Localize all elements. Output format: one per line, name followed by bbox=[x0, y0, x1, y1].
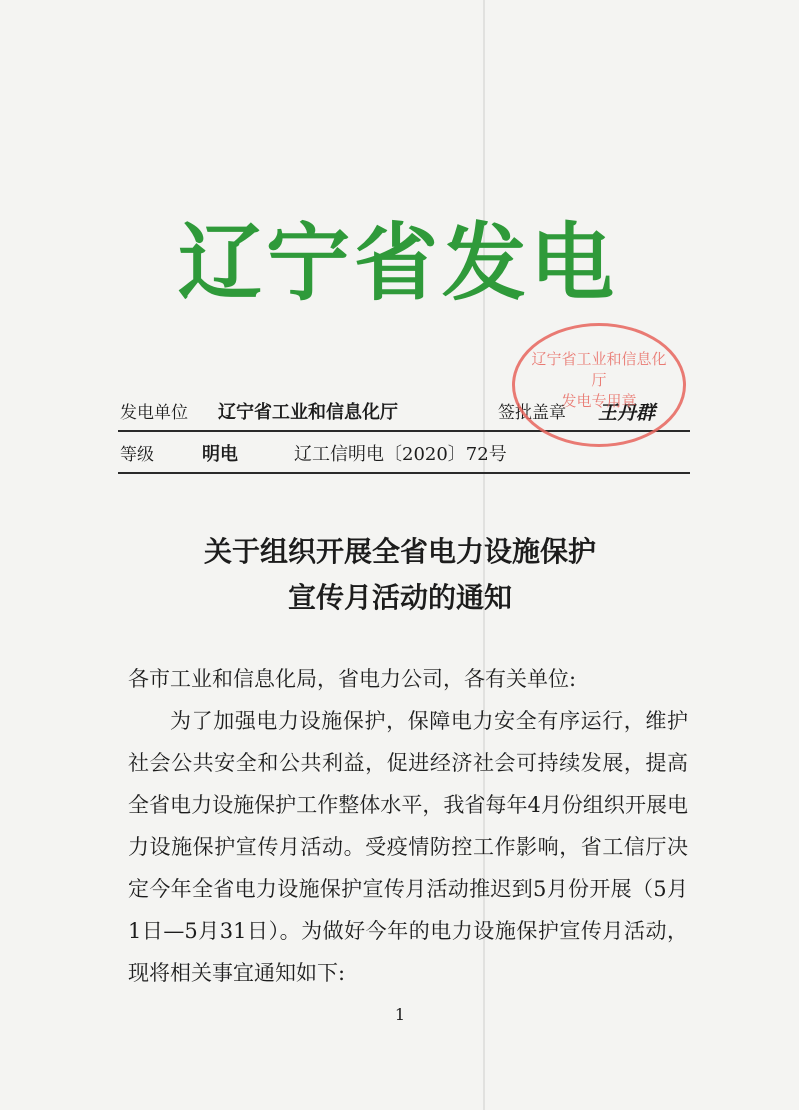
seal-top-text: 辽宁省工业和信息化厅 bbox=[531, 350, 667, 389]
body-paragraph: 为了加强电力设施保护，保障电力安全有序运行，维护社会公共安全和公共利益，促进经济社会可持续发展，提高全省电力设施保护工作整体水平，我省每年4月份组织开展电力设施保护宣传月活动。受疫情防控工作影响，省工信厅决定今年全省电力设施保护宣传月活动推迟到5月份开展（5月1日—5月31日）。为做好今年的电力设施保护宣传月活动，现将相关事宜通知如下: bbox=[128, 709, 688, 985]
page-number: 1 bbox=[394, 1005, 406, 1024]
notice-title-line-1: 关于组织开展全省电力设施保护 bbox=[203, 535, 596, 568]
masthead-title: 辽宁省发电 bbox=[178, 214, 619, 312]
header-rule-bottom bbox=[118, 472, 690, 474]
grade-value: 明电 bbox=[202, 444, 238, 465]
notice-title-line-2: 宣传月活动的通知 bbox=[287, 581, 512, 614]
approver-signature: 王丹群 bbox=[598, 402, 656, 424]
addressee-line: 各市工业和信息化局，省电力公司，各有关单位: bbox=[128, 667, 577, 691]
document-number: 辽工信明电〔2020〕72号 bbox=[294, 444, 507, 465]
official-seal-stamp bbox=[512, 323, 686, 447]
sender-value: 辽宁省工业和信息化厅 bbox=[218, 402, 398, 423]
grade-label: 等级 bbox=[120, 445, 154, 465]
sender-label: 发电单位 bbox=[120, 403, 188, 423]
approver-label: 签批盖章 bbox=[498, 403, 566, 423]
seal-bottom-text: 发电专用章 bbox=[561, 392, 637, 410]
